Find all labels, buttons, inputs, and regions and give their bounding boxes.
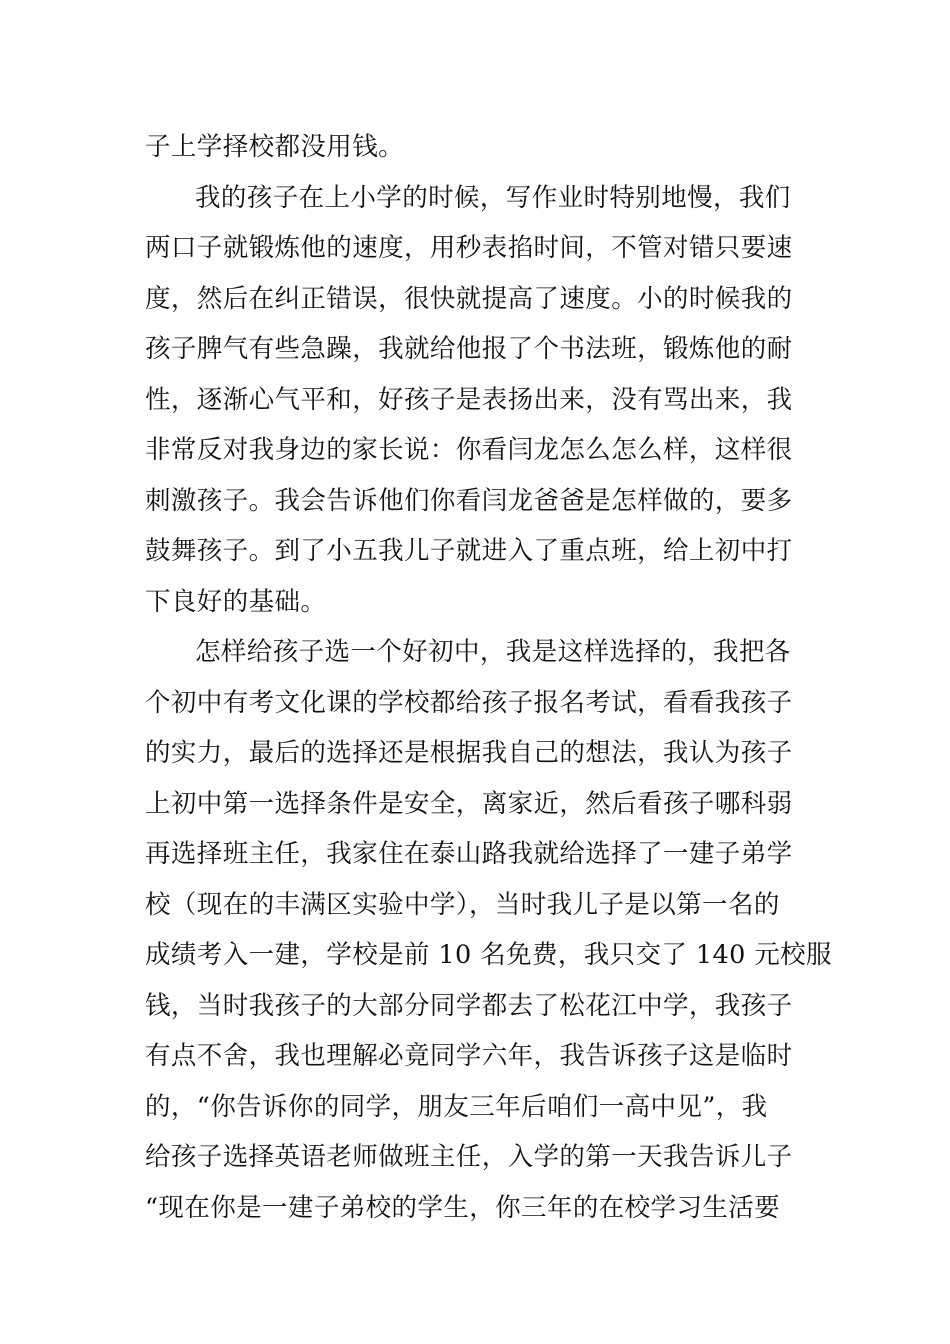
text-line: 成绩考入一建，学校是前 10 名免费，我只交了 140 元校服 — [145, 940, 832, 970]
text-line: 度，然后在纠正错误，很快就提高了速度。小的时候我的 — [145, 283, 793, 314]
text-line: 的，“你告诉你的同学，朋友三年后咱们一高中见”，我 — [145, 1091, 768, 1122]
text-line: 上初中第一选择条件是安全，离家近，然后看孩子哪科弱 — [145, 788, 793, 819]
text-line: 的实力，最后的选择还是根据我自己的想法，我认为孩子 — [145, 738, 793, 768]
text-line: 子上学择校都没用钱。 — [145, 132, 405, 162]
text-line: 我的孩子在上小学的时候，写作业时特别地慢，我们 — [195, 182, 791, 213]
text-line: 刺激孩子。我会告诉他们你看闫龙爸爸是怎样做的，要多 — [145, 485, 793, 516]
text-line: 鼓舞孩子。到了小五我儿子就进入了重点班，给上初中打 — [145, 536, 793, 566]
text-line: 个初中有考文化课的学校都给孩子报名考试，看看我孩子 — [145, 687, 793, 718]
text-line: 有点不舍，我也理解必竟同学六年，我告诉孩子这是临时 — [145, 1041, 793, 1071]
text-line: 性，逐渐心气平和，好孩子是表扬出来，没有骂出来，我 — [145, 384, 793, 415]
text-line: 两口子就锻炼他的速度，用秒表掐时间，不管对错只要速 — [145, 233, 793, 263]
text-line: 下良好的基础。 — [145, 586, 327, 617]
text-line: 校（现在的丰满区实验中学），当时我儿子是以第一名的 — [145, 889, 780, 920]
text-line: 孩子脾气有些急躁，我就给他报了个书法班，锻炼他的耐 — [145, 334, 793, 364]
text-line: 钱，当时我孩子的大部分同学都去了松花江中学，我孩子 — [145, 990, 793, 1021]
text-line: 再选择班主任，我家住在泰山路我就给选择了一建子弟学 — [145, 839, 793, 869]
body-text — [145, 122, 832, 1233]
text-line: 给孩子选择英语老师做班主任，入学的第一天我告诉儿子 — [145, 1142, 793, 1172]
text-line: 怎样给孩子选一个好初中，我是这样选择的，我把各 — [195, 637, 791, 667]
text-line: “现在你是一建子弟校的学生，你三年的在校学习生活要 — [145, 1192, 781, 1223]
text-line: 非常反对我身边的家长说：你看闫龙怎么怎么样，这样很 — [145, 435, 793, 465]
